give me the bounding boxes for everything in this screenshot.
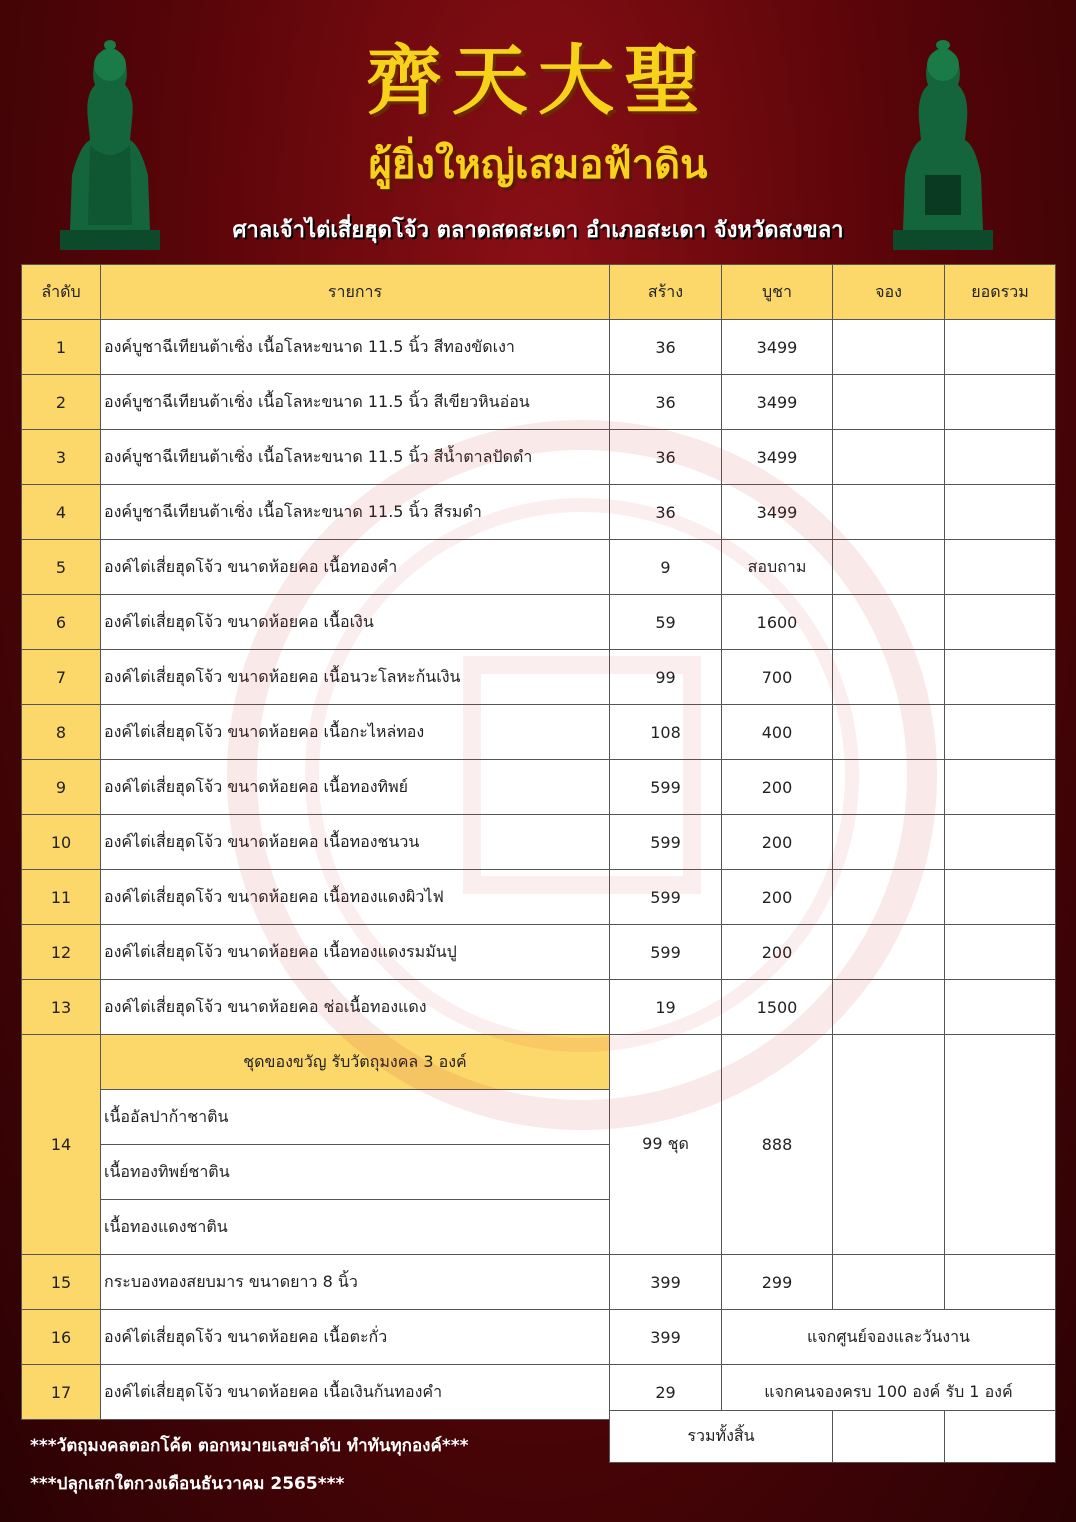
row-reserve-cell[interactable]	[833, 1255, 945, 1310]
row-made: 36	[610, 375, 722, 430]
row-total-cell[interactable]	[945, 540, 1056, 595]
row-total-cell[interactable]	[945, 485, 1056, 540]
row-number: 10	[22, 815, 101, 870]
table-row	[22, 760, 1056, 815]
table-row	[22, 320, 1056, 375]
row-total-cell[interactable]	[945, 595, 1056, 650]
row-reserve-cell[interactable]	[833, 815, 945, 870]
table-row	[22, 540, 1056, 595]
row-item: องค์ไต่เสี่ยฮุดโจ้ว ขนาดห้อยคอ เนื้อทองแดงผิวไฟ	[101, 870, 610, 925]
row-number: 13	[22, 980, 101, 1035]
row-price: 3499	[722, 375, 833, 430]
row-made: 399	[610, 1255, 722, 1310]
header-order: ลำดับ	[22, 265, 101, 320]
row-made: 9	[610, 540, 722, 595]
row-total-cell[interactable]	[945, 925, 1056, 980]
chinese-title: 齊天大聖	[366, 36, 710, 125]
row-made: 99	[610, 650, 722, 705]
row-made: 108	[610, 705, 722, 760]
row-total-cell[interactable]	[945, 1255, 1056, 1310]
row-made: 599	[610, 760, 722, 815]
row-reserve-cell[interactable]	[833, 925, 945, 980]
table-row	[22, 925, 1056, 980]
price-table	[21, 264, 1056, 1420]
row-number: 4	[22, 485, 101, 540]
row-number: 16	[22, 1310, 101, 1365]
row-reserve-cell[interactable]	[833, 650, 945, 705]
row-item: องค์ไต่เสี่ยฮุดโจ้ว ขนาดห้อยคอ เนื้อเงิน	[101, 595, 610, 650]
row-price: 3499	[722, 430, 833, 485]
header-made: สร้าง	[610, 265, 722, 320]
row-made: 59	[610, 595, 722, 650]
row-number: 9	[22, 760, 101, 815]
row-made: 36	[610, 430, 722, 485]
row-item: องค์ไต่เสี่ยฮุดโจ้ว ขนาดห้อยคอ เนื้อกะไหล่ทอง	[101, 705, 610, 760]
row-reserve-cell[interactable]	[833, 1035, 945, 1255]
row-made: 599	[610, 870, 722, 925]
row-price: 200	[722, 760, 833, 815]
row-total-cell[interactable]	[945, 980, 1056, 1035]
table-row	[22, 430, 1056, 485]
grand-total-reserve-cell[interactable]	[833, 1411, 945, 1463]
row-note: แจกศูนย์จองและวันงาน	[722, 1310, 1056, 1365]
row-number: 8	[22, 705, 101, 760]
thai-title: ผู้ยิ่งใหญ่เสมอฟ้าดิน	[368, 142, 708, 188]
row-item: องค์ไต่เสี่ยฮุดโจ้ว ขนาดห้อยคอ เนื้อทองทิพย์	[101, 760, 610, 815]
row-price: 400	[722, 705, 833, 760]
row-number: 3	[22, 430, 101, 485]
row-number: 6	[22, 595, 101, 650]
row-total-cell[interactable]	[945, 760, 1056, 815]
grand-total-label: รวมทั้งสิ้น	[610, 1411, 833, 1463]
row-reserve-cell[interactable]	[833, 540, 945, 595]
row-reserve-cell[interactable]	[833, 320, 945, 375]
row-number: 1	[22, 320, 101, 375]
row-reserve-cell[interactable]	[833, 705, 945, 760]
header-total: ยอดรวม	[945, 265, 1056, 320]
row-item: องค์ไต่เสี่ยฮุดโจ้ว ขนาดห้อยคอ เนื้อทองคำ	[101, 540, 610, 595]
grand-total-row	[609, 1410, 1055, 1462]
row-reserve-cell[interactable]	[833, 870, 945, 925]
set-item: เนื้อทองแดงชาติน	[101, 1200, 610, 1255]
row-price: 200	[722, 815, 833, 870]
row-made: 29	[610, 1365, 722, 1420]
subtitle: ศาลเจ้าไต่เสี่ยฮุดโจ้ว ตลาดสดสะเดา อำเภอสะเดา จังหวัดสงขลา	[232, 218, 844, 243]
row-item: องค์บูชาฉีเทียนต้าเซิ่ง เนื้อโลหะขนาด 11.5 นิ้ว สีเขียวหินอ่อน	[101, 375, 610, 430]
table-row	[22, 870, 1056, 925]
row-total-cell[interactable]	[945, 320, 1056, 375]
table-row	[22, 705, 1056, 760]
table-header-row	[22, 265, 1056, 320]
table-row	[22, 1255, 1056, 1310]
row-number: 15	[22, 1255, 101, 1310]
row-item: องค์ไต่เสี่ยฮุดโจ้ว ขนาดห้อยคอ เนื้อเงินก้นทองคำ	[101, 1365, 610, 1420]
row-number: 17	[22, 1365, 101, 1420]
row-total-cell[interactable]	[945, 430, 1056, 485]
row-price: 299	[722, 1255, 833, 1310]
row-item: องค์ไต่เสี่ยฮุดโจ้ว ขนาดห้อยคอ เนื้อตะกั่ว	[101, 1310, 610, 1365]
table-row	[22, 980, 1056, 1035]
row-number: 2	[22, 375, 101, 430]
row-total-cell[interactable]	[945, 870, 1056, 925]
table-row	[22, 375, 1056, 430]
row-total-cell[interactable]	[945, 1035, 1056, 1255]
row-reserve-cell[interactable]	[833, 595, 945, 650]
table-row	[22, 485, 1056, 540]
row-total-cell[interactable]	[945, 705, 1056, 760]
row-made: 599	[610, 925, 722, 980]
row-item: องค์ไต่เสี่ยฮุดโจ้ว ขนาดห้อยคอ เนื้อทองแดงรมมันปู	[101, 925, 610, 980]
row-note: แจกคนจองครบ 100 องค์ รับ 1 องค์	[722, 1365, 1056, 1420]
table-row	[22, 815, 1056, 870]
grand-total-sum-cell[interactable]	[945, 1411, 1056, 1463]
row-total-cell[interactable]	[945, 650, 1056, 705]
row-number: 7	[22, 650, 101, 705]
row-item: องค์บูชาฉีเทียนต้าเซิ่ง เนื้อโลหะขนาด 11.5 นิ้ว สีน้ำตาลปัดดำ	[101, 430, 610, 485]
row-price: 3499	[722, 320, 833, 375]
set-title: ชุดของขวัญ รับวัตถุมงคล 3 องค์	[101, 1035, 610, 1090]
row-price: 700	[722, 650, 833, 705]
row-number: 5	[22, 540, 101, 595]
row-item: องค์บูชาฉีเทียนต้าเซิ่ง เนื้อโลหะขนาด 11.5 นิ้ว สีทองขัดเงา	[101, 320, 610, 375]
row-item: กระบองทองสยบมาร ขนาดยาว 8 นิ้ว	[101, 1255, 610, 1310]
row-item: องค์บูชาฉีเทียนต้าเซิ่ง เนื้อโลหะขนาด 11.5 นิ้ว สีรมดำ	[101, 485, 610, 540]
set-item: เนื้ออัลปาก้าชาติน	[101, 1090, 610, 1145]
row-number: 12	[22, 925, 101, 980]
row-made: 399	[610, 1310, 722, 1365]
row-made: 19	[610, 980, 722, 1035]
header-price: บูชา	[722, 265, 833, 320]
row-price: 3499	[722, 485, 833, 540]
row-reserve-cell[interactable]	[833, 375, 945, 430]
header-item: รายการ	[101, 265, 610, 320]
row-price: 200	[722, 925, 833, 980]
row-item: องค์ไต่เสี่ยฮุดโจ้ว ขนาดห้อยคอ เนื้อนวะโลหะก้นเงิน	[101, 650, 610, 705]
row-item: องค์ไต่เสี่ยฮุดโจ้ว ขนาดห้อยคอ เนื้อทองชนวน	[101, 815, 610, 870]
footer-note-2: ***ปลุกเสกใตกวงเดือนธันวาคม 2565***	[30, 1474, 345, 1494]
row-price: สอบถาม	[722, 540, 833, 595]
row-made: 99 ชุด	[610, 1035, 722, 1255]
row-price: 1500	[722, 980, 833, 1035]
set-row	[22, 1035, 1056, 1090]
table-row	[22, 1310, 1056, 1365]
row-reserve-cell[interactable]	[833, 760, 945, 815]
row-number: 11	[22, 870, 101, 925]
row-made: 36	[610, 320, 722, 375]
row-item: องค์ไต่เสี่ยฮุดโจ้ว ขนาดห้อยคอ ช่อเนื้อทองแดง	[101, 980, 610, 1035]
set-item: เนื้อทองทิพย์ชาติน	[101, 1145, 610, 1200]
row-number: 14	[22, 1035, 101, 1255]
row-made: 599	[610, 815, 722, 870]
row-reserve-cell[interactable]	[833, 430, 945, 485]
total-table	[609, 1410, 1056, 1463]
footer-note-1: ***วัตถุมงคลตอกโค้ต ตอกหมายเลขลำดับ ทำทันทุกองค์***	[30, 1436, 469, 1456]
row-price: 1600	[722, 595, 833, 650]
row-total-cell[interactable]	[945, 815, 1056, 870]
header-reserve: จอง	[833, 265, 945, 320]
table-row	[22, 595, 1056, 650]
row-reserve-cell[interactable]	[833, 485, 945, 540]
row-reserve-cell[interactable]	[833, 980, 945, 1035]
table-row	[22, 650, 1056, 705]
row-price: 888	[722, 1035, 833, 1255]
row-total-cell[interactable]	[945, 375, 1056, 430]
row-made: 36	[610, 485, 722, 540]
row-price: 200	[722, 870, 833, 925]
